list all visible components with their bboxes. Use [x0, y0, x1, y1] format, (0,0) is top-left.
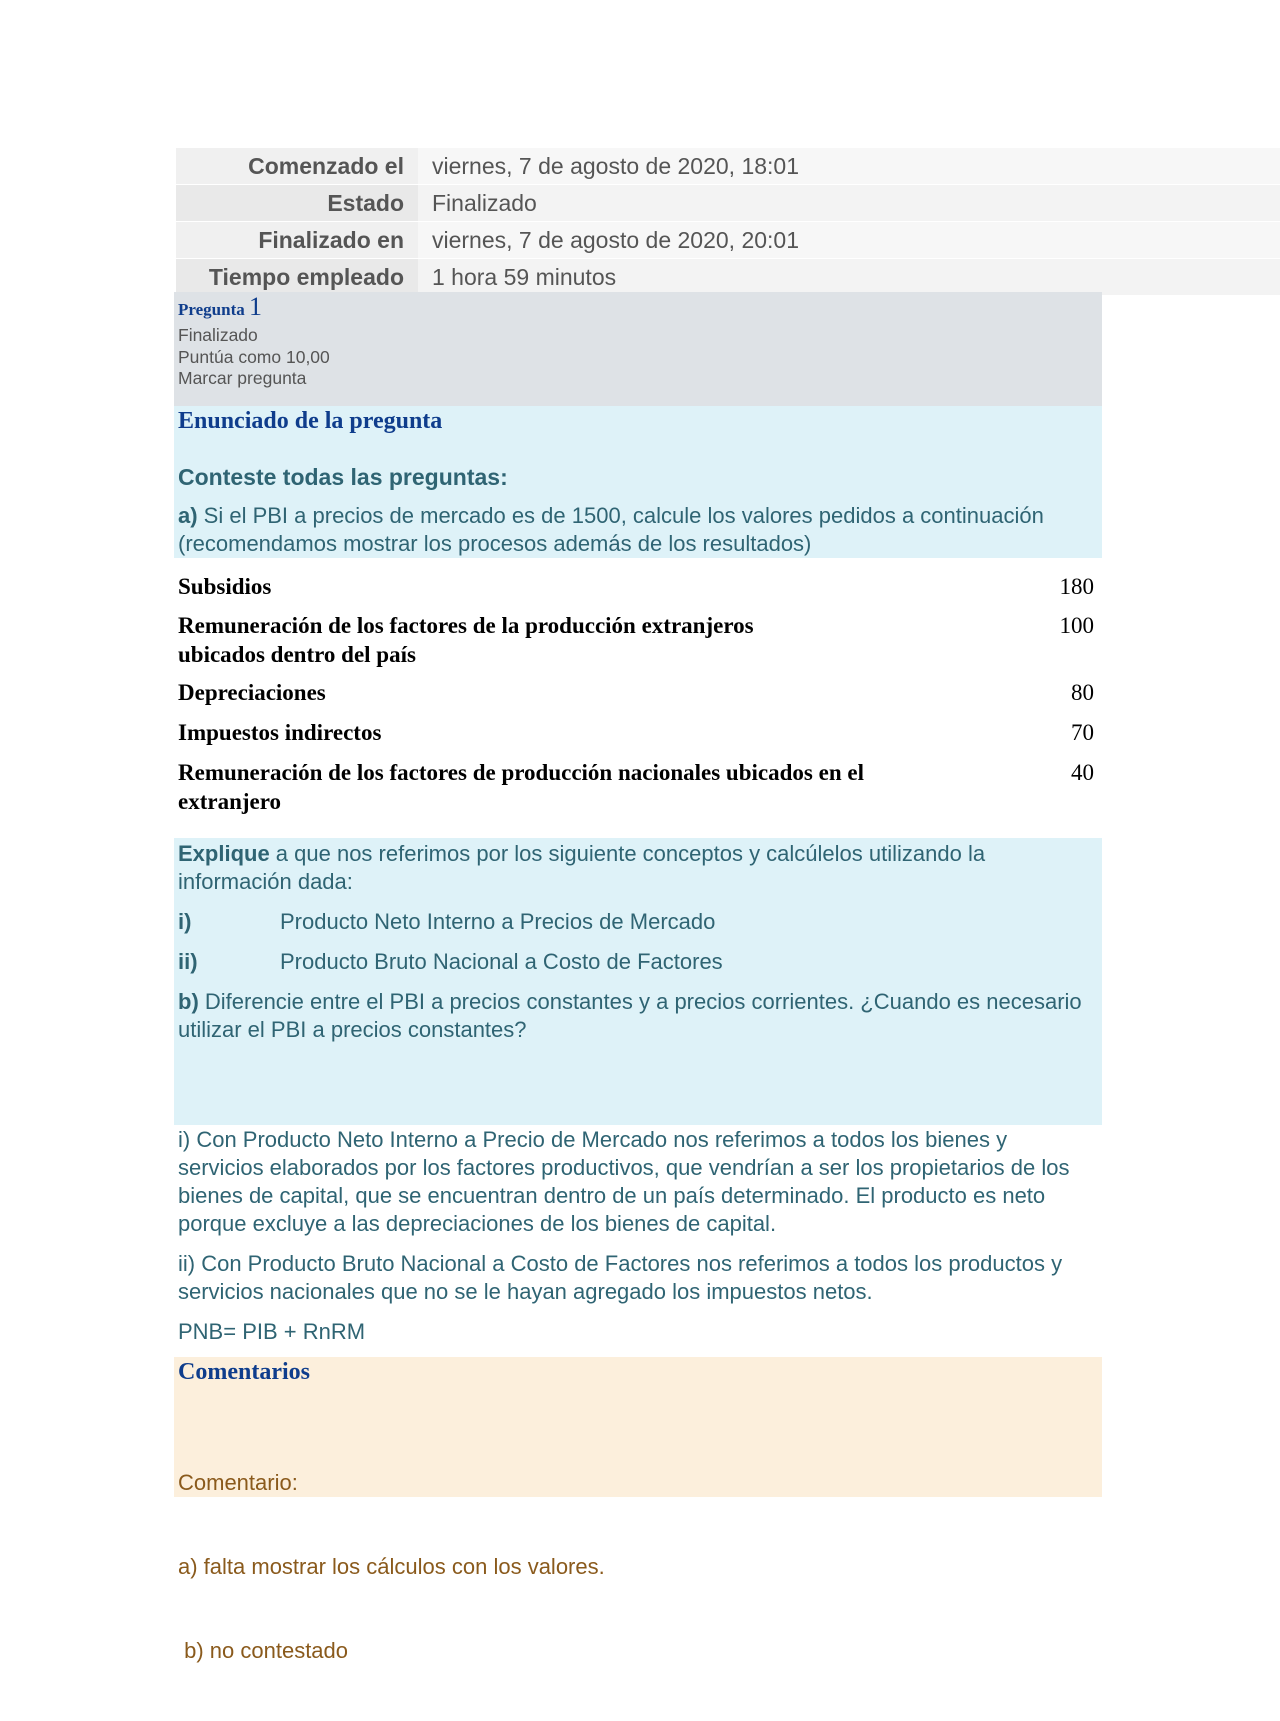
- flag-question-link[interactable]: Marcar pregunta: [178, 368, 307, 388]
- summary-key: Comenzado el: [176, 148, 418, 184]
- comments-body: [178, 1413, 605, 1721]
- row-label: Depreciaciones: [178, 680, 326, 705]
- summary-value: viernes, 7 de agosto de 2020, 18:01: [418, 148, 1280, 184]
- row-value: 180: [1059, 574, 1094, 599]
- row-value: 80: [1071, 680, 1094, 705]
- summary-key: Finalizado en: [176, 222, 418, 258]
- summary-value: 1 hora 59 minutos: [418, 259, 1280, 295]
- comment-line: b) no contestado: [178, 1638, 349, 1663]
- explain-section: [174, 838, 1102, 1125]
- summary-value: Finalizado: [418, 185, 1280, 221]
- item-text: Producto Bruto Nacional a Costo de Factores: [280, 949, 723, 974]
- row-value: 40: [1071, 760, 1094, 785]
- question-status: Finalizado: [178, 325, 258, 345]
- part-b-text: Diferencie entre el PBI a precios constantes y a precios corrientes. ¿Cuando es necesario utilizar el PBI a precios constantes?: [178, 989, 1082, 1042]
- summary-row-finished: [176, 222, 1280, 259]
- comment-line: a) falta mostrar los cálculos con los valores.: [178, 1554, 605, 1579]
- attempt-summary: [176, 148, 1280, 296]
- table-row: [178, 718, 1098, 758]
- question-score: Puntúa como 10,00: [178, 346, 330, 367]
- question-info: [174, 292, 1102, 406]
- comments-title: Comentarios: [178, 1359, 310, 1385]
- statement-part-b: [178, 988, 1098, 1044]
- table-row: [178, 572, 1098, 611]
- summary-row-started: [176, 148, 1280, 185]
- summary-key: Estado: [176, 185, 418, 221]
- table-row: [178, 611, 1098, 678]
- statement-part-a: [178, 502, 1098, 558]
- question-number-value: 1: [249, 292, 262, 321]
- summary-value: viernes, 7 de agosto de 2020, 20:01: [418, 222, 1280, 258]
- item-text: Producto Neto Interno a Precios de Mercado: [280, 909, 716, 934]
- data-table: [178, 572, 1098, 816]
- row-value: 100: [1059, 613, 1094, 638]
- answer-formula: PNB= PIB + RnRM: [178, 1319, 366, 1344]
- answer-paragraph: i) Con Producto Neto Interno a Precio de Mercado nos referimos a todos los bienes y servicios elaborados por los factores productivos, que vendrían a ser los propietarios de los bienes de capital, que se encuentran dentro de un país determinado. El producto es neto porque excluye a las depreciaciones de los bienes de capital.: [178, 1127, 1070, 1236]
- comment-line: Comentario:: [178, 1470, 298, 1495]
- row-label: Subsidios: [178, 574, 272, 599]
- explain-text: a que nos referimos por los siguiente conceptos y calcúlelos utilizando la información dada:: [178, 841, 986, 894]
- part-b-label: b): [178, 989, 199, 1014]
- student-answer: [178, 1126, 1098, 1358]
- summary-key: Tiempo empleado: [176, 259, 418, 295]
- question-statement: [174, 406, 1102, 558]
- table-row: [178, 678, 1098, 718]
- question-label: Pregunta: [178, 300, 245, 319]
- row-value: 70: [1071, 720, 1094, 745]
- table-row: [178, 758, 1098, 816]
- row-label: Remuneración de los factores de producción nacionales ubicados en el extranjero: [178, 760, 864, 814]
- statement-title: Enunciado de la pregunta: [178, 408, 443, 434]
- question-number: [178, 292, 1102, 325]
- explain-intro: [178, 840, 1098, 896]
- answer-paragraph: ii) Con Producto Bruto Nacional a Costo de Factores nos referimos a todos los productos y servicios nacionales que no se le hayan agregado los impuestos netos.: [178, 1251, 1063, 1304]
- part-a-label: a): [178, 503, 198, 528]
- comments-section: [174, 1357, 1102, 1663]
- list-item: [178, 908, 715, 936]
- row-label: Impuestos indirectos: [178, 720, 382, 745]
- item-label: i): [178, 909, 192, 934]
- summary-row-state: [176, 185, 1280, 222]
- summary-row-time: [176, 259, 1280, 296]
- item-label: ii): [178, 949, 198, 974]
- explain-lead: Explique: [178, 841, 270, 866]
- row-label: Remuneración de los factores de la producción extranjeros ubicados dentro del país: [178, 613, 754, 667]
- part-a-text: Si el PBI a precios de mercado es de 1500, calcule los valores pedidos a continuación (recomendamos mostrar los procesos además de los resultados): [178, 503, 1044, 556]
- list-item: [178, 948, 723, 976]
- statement-instruction: Conteste todas las preguntas:: [178, 464, 508, 490]
